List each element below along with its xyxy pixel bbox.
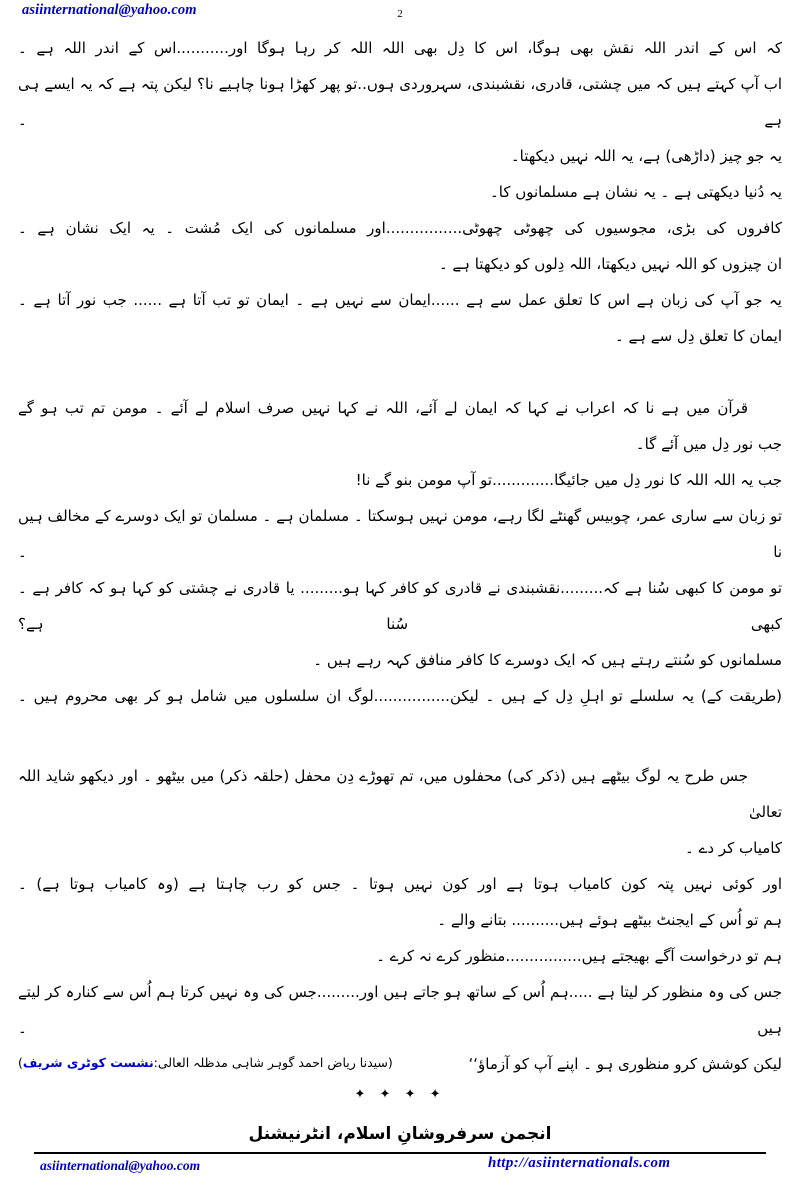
body-line: جس کی وہ منظور کر لیتا ہے .....ہم اُس کے ساتھ ہو جاتے ہیں اور.........جس کی وہ نہیں کرتا ہم اُس سے کنارہ کر لیتے ہیں ۔ (18, 983, 782, 1037)
body-line: کامیاب کر دے ۔ (685, 839, 782, 857)
body-line: یہ جو آپ کی زبان ہے اس کا تعلق عمل سے ہے ......ایمان سے نہیں ہے ۔ ایمان تو تب آتا ہے ...... جب نور آتا ہے ۔ (18, 291, 782, 309)
body-line: یہ جو چیز (داڑھی) ہے، یہ اللہ نہیں دیکھتا۔ (510, 147, 782, 165)
header-email-link[interactable]: asiinternational@yahoo.com (22, 2, 197, 18)
footer-website-link[interactable]: http://asiinternationals.com (488, 1155, 671, 1171)
paragraph-spacer (18, 354, 782, 390)
body-line: کافروں کی بڑی، مجوسیوں کی چھوٹی چھوٹی................اور مسلمانوں کی ایک مُشت ۔ یہ ایک نشان ہے ۔ (18, 219, 782, 237)
body-line: کہ اس کے اندر اللہ نقش بھی ہوگا، اس کا دِل بھی اللہ اللہ کر رہا ہوگا اور...........اس کے اندر اللہ ہے ۔ (18, 39, 782, 57)
body-line: ایمان کا تعلق دِل سے ہے ۔ (614, 327, 782, 345)
body-line: (طریقت کے) یہ سلسلے تو اہلِ دِل کے ہیں ۔ لیکن................لوگ ان سلسلوں میں شامل ہو کر بھی محروم ہیں ۔ (18, 687, 782, 705)
footer-email-link[interactable]: asiinternational@yahoo.com (40, 1158, 201, 1173)
source-attribution (18, 1055, 782, 1070)
body-line: ان چیزوں کو اللہ نہیں دیکھتا، اللہ دِلوں کو دیکھتا ہے ۔ (438, 255, 782, 273)
body-line: جب نور دِل میں آئے گا۔ (635, 435, 782, 453)
organization-name: انجمن سرفروشانِ اسلام، انٹرنیشنل (248, 1124, 552, 1144)
attribution-prefix: (سیدنا ریاض احمد گوہر شاہی مدظلہ العالی: (153, 1055, 393, 1070)
attribution-highlight: نشست کوٹری شریف (22, 1055, 154, 1070)
attribution-suffix: ) (18, 1055, 23, 1070)
body-line: اور کوئی نہیں پتہ کون کامیاب ہوتا ہے اور کون نہیں ہوتا ۔ جس کو رب چاہتا ہے (وہ کامیاب ہوتا ہے) ۔ (18, 875, 782, 893)
body-line: مسلمانوں کو سُنتے رہتے ہیں کہ ایک دوسرے کا کافر منافق کہہ رہے ہیں ۔ (313, 651, 782, 669)
body-line: قرآن میں ہے نا کہ اعراب نے کہا کہ ایمان لے آئے، اللہ نے کہا نہیں صرف اسلام لے آئے ۔ مومن تم تب ہو گے (18, 399, 748, 417)
page-number: 2 (397, 8, 403, 20)
body-line: جب یہ اللہ اللہ کا نور دِل میں جائیگا.............تو آپ مومن بنو گے نا! (355, 471, 782, 489)
body-line: جس طرح یہ لوگ بیٹھے ہیں (ذکر کی) محفلوں میں، تم تھوڑے دِن محفل (حلقہ ذکر) میں بیٹھو ۔ اور دیکھو شاید اللہ تعالیٰ (18, 767, 782, 821)
body-line: ہم تو درخواست آگے بھیجتے ہیں................منظور کرے نہ کرے ۔ (376, 947, 782, 965)
decorative-stars-ornament: ✦ ✦ ✦ ✦ (354, 1087, 446, 1102)
footer-divider (34, 1152, 766, 1154)
body-line: لیکن کوشش کرو منظوری ہو ۔ اپنے آپ کو آزماؤ‘‘ (468, 1055, 782, 1073)
section-spacer (18, 714, 782, 758)
body-line: اب آپ کہتے ہیں کہ میں چشتی، قادری، نقشبندی، سہروردی ہوں..تو پھر کھڑا ہونا چاہیے نا؟ لیکن پتہ ہے کہ یہ ایسے ہی ہے ۔ (18, 75, 782, 129)
body-line: ہم تو اُس کے ایجنٹ بیٹھے ہوئے ہیں.......... بتانے والے ۔ (437, 911, 782, 929)
body-line: یہ دُنیا دیکھتی ہے ۔ یہ نشان ہے مسلمانوں کا۔ (489, 183, 782, 201)
body-line: تو مومن کا کبھی سُنا ہے کہ.........نقشبندی نے قادری کو کافر کہا ہو......... یا قادری نے چشتی کو کہا ہو کہ کافر ہے ۔ کبھی سُنا ہے؟ (18, 579, 782, 633)
document-body (18, 30, 782, 1082)
body-line: تو زبان سے ساری عمر، چوبیس گھنٹے لگا رہے، مومن نہیں ہوسکتا ۔ مسلمان ہے ۔ مسلمان تو ایک دوسرے کے مخالف ہیں نا ۔ (18, 507, 782, 561)
